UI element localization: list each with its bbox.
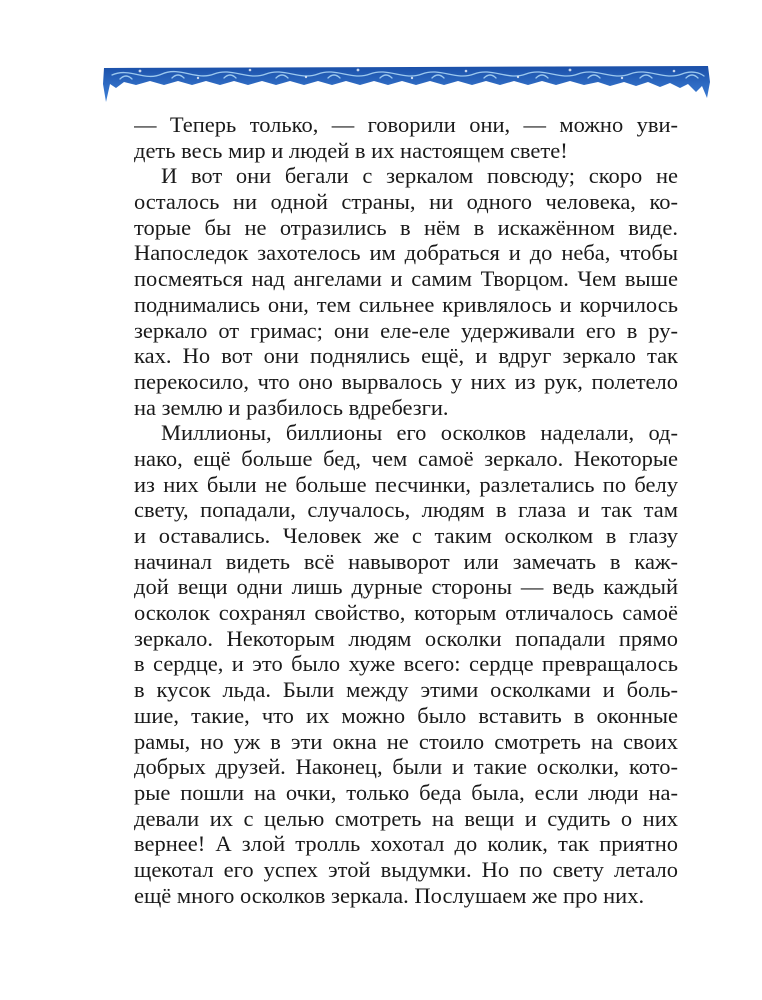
text-line: перекосило, что оно вырвалось у них из рук, полетело [134,368,678,394]
text-line: дой вещи одни лишь дурные стороны — ведь каждый [134,574,678,600]
text-line: начинал видеть всё навыворот или замечать в каж- [134,548,678,574]
text-line: посмеяться над ангелами и самим Творцом. Чем выше [134,266,678,292]
text-line: нако, ещё больше бед, чем самоё зеркало. Некоторые [134,445,678,471]
text-line: из них были не больше песчинки, разлетались по белу [134,471,678,497]
text-line: девали их с целью смотреть на вещи и судить о них [134,805,678,831]
text-line: — Теперь только, — говорили они, — можно уви- [134,112,678,137]
text-line: зеркало. Некоторым людям осколки попадали прямо [134,625,678,651]
text-line: рамы, но уж в эти окна не стоило смотреть на своих [134,728,678,754]
story-text [134,112,678,908]
text-line: торые бы не отразились в нём в искажённом виде. [134,214,678,240]
text-line: осталось ни одной страны, ни одного человека, ко- [134,189,678,215]
text-line: зеркало от гримас; они еле-еле удерживали его в ру- [134,317,678,343]
frost-pattern-header-border [100,62,712,106]
text-line: рые пошли на очки, только беда была, если люди на- [134,779,678,805]
text-line: на землю и разбилось вдребезги. [134,394,449,420]
text-line: деть весь мир и людей в их настоящем свете! [134,137,568,163]
text-line: И вот они бегали с зеркалом повсюду; скоро не [161,163,678,189]
text-line: осколок сохранял свойство, которым отличалось самоё [134,600,678,626]
text-line: и оставались. Человек же с таким осколком в глазу [134,523,678,548]
text-line: ещё много осколков зеркала. Послушаем же про них. [134,882,645,908]
text-line: в сердце, и это было хуже всего: сердце превращалось [134,651,678,677]
text-line: щекотал его успех этой выдумки. Но по свету летало [134,856,678,882]
text-line: свету, попадали, случалось, людям в глаза и так там [134,497,678,523]
text-line: добрых друзей. Наконец, были и такие осколки, кото- [134,754,678,780]
text-line: вернее! А злой тролль хохотал до колик, так приятно [134,831,678,857]
text-line: в кусок льда. Были между этими осколками и боль- [134,677,678,703]
text-line: Напоследок захотелось им добраться и до неба, чтобы [134,240,678,266]
text-line: поднимались они, тем сильнее кривлялось и корчилось [134,291,678,317]
text-line: Миллионы, биллионы его осколков наделали, од- [161,420,678,446]
text-line: ках. Но вот они поднялись ещё, и вдруг зеркало так [134,343,678,369]
text-line: шие, такие, что их можно было вставить в оконные [134,702,678,728]
